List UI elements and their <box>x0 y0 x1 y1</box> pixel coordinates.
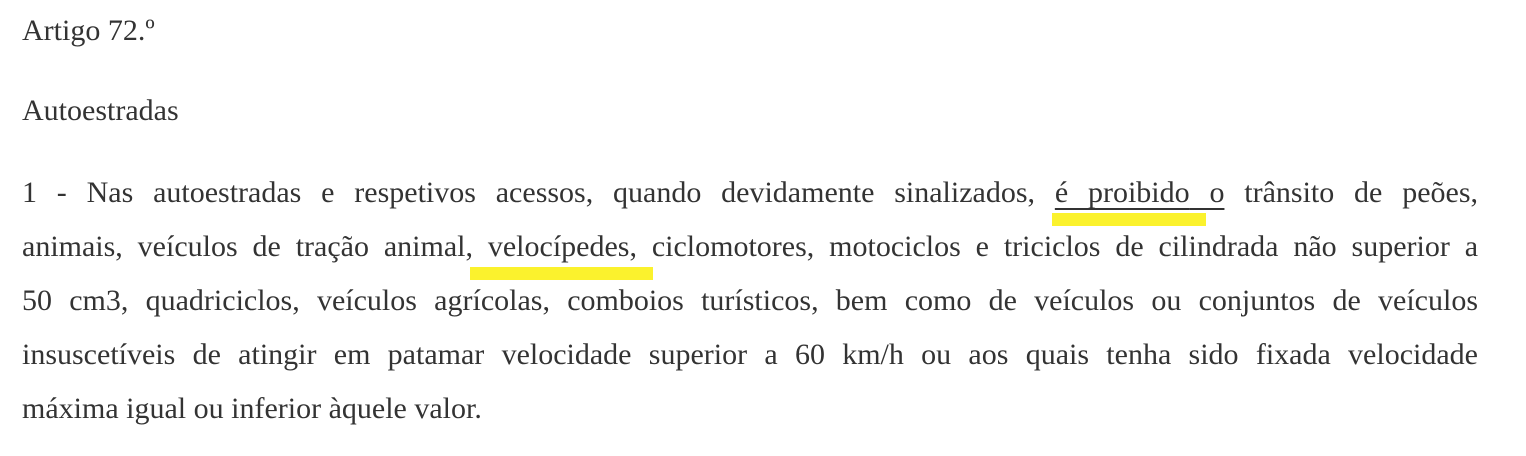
text-segment: trânsito de peões, <box>1224 176 1478 209</box>
paragraph-line <box>22 328 1478 382</box>
highlight-annotation: é proibido <box>1054 176 1190 209</box>
paragraph-line <box>22 382 1478 436</box>
text-segment: ciclomotores, motociclos e triciclos de cilindrada não superior a <box>636 230 1479 263</box>
article-paragraph <box>22 166 1478 436</box>
highlight-annotation: velocípedes, <box>472 230 637 263</box>
underline-annotation: o <box>1189 176 1225 209</box>
text-segment: 50 cm3, quadriciclos, veículos agrícolas, comboios turísticos, bem como de veículos ou conjuntos de veículos <box>22 284 1478 317</box>
paragraph-line <box>22 274 1478 328</box>
text-segment: insuscetíveis de atingir em patamar velocidade superior a 60 km/h ou aos quais tenha sido fixada velocidade <box>22 338 1478 371</box>
text-segment: máxima igual ou inferior àquele valor. <box>22 392 482 425</box>
paragraph-line <box>22 220 1478 274</box>
text-segment: 1 - Nas autoestradas e respetivos acessos, quando devidamente sinalizados, <box>22 176 1055 209</box>
text-segment: animais, veículos de tração animal, <box>22 230 473 263</box>
article-subheading: Autoestradas <box>22 94 179 127</box>
article-heading: Artigo 72.º <box>22 14 155 47</box>
paragraph-line <box>22 166 1478 220</box>
